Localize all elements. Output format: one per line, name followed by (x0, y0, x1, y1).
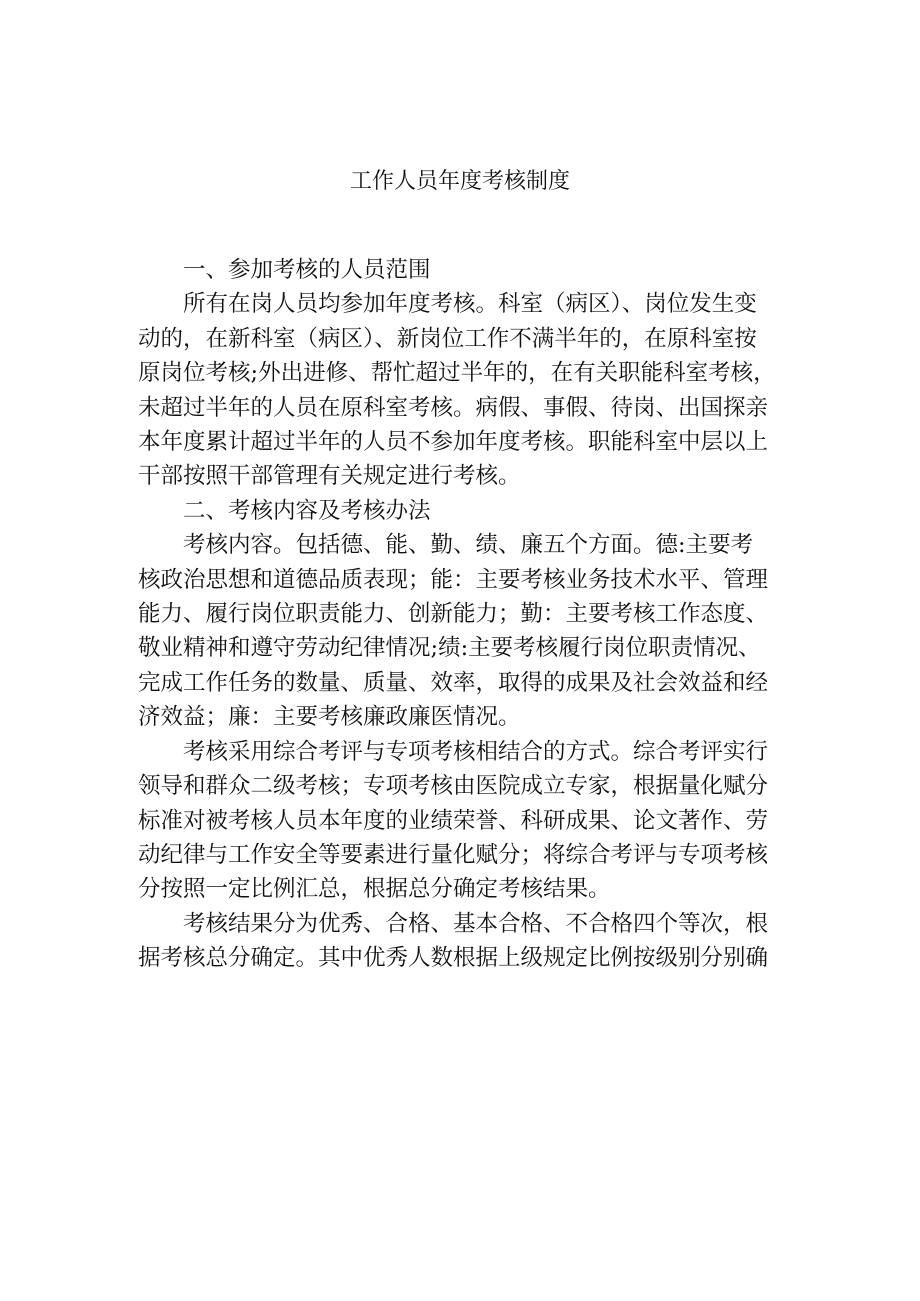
text-line: 据考核总分确定。其中优秀人数根据上级规定比例按级别分别确 (138, 945, 769, 972)
text-line: 能力、履行岗位职责能力、创新能力；勤：主要考核工作态度、 (138, 601, 769, 628)
section-heading-1 (138, 253, 790, 287)
text-line: 本年度累计超过半年的人员不参加年度考核。职能科室中层以上 (138, 429, 769, 456)
text-line: 领导和群众二级考核；专项考核由医院成立专家，根据量化赋分 (138, 773, 769, 800)
text-line: 核政治思想和道德品质表现；能：主要考核业务技术水平、管理 (138, 566, 769, 593)
text-line: 敬业精神和遵守劳动纪律情况;绩:主要考核履行岗位职责情况、 (138, 635, 761, 662)
text-line: 动纪律与工作安全等要素进行量化赋分；将综合考评与专项考核 (138, 841, 769, 868)
text-line: 所有在岗人员均参加年度考核。科室（病区）、岗位发生变 (183, 291, 757, 318)
paragraph-method (138, 735, 790, 907)
document-body (138, 253, 790, 976)
text-line: 干部按照干部管理有关规定进行考核。 (138, 463, 521, 490)
paragraph-scope (138, 287, 790, 493)
text-line: 济效益；廉：主要考核廉政廉医情况。 (138, 704, 521, 731)
text-line: 完成工作任务的数量、质量、效率，取得的成果及社会效益和经 (138, 669, 769, 696)
text-line: 原岗位考核;外出进修、帮忙超过半年的，在有关职能科室考核， (138, 360, 776, 387)
text-line: 二、考核内容及考核办法 (183, 497, 431, 524)
text-line: 标准对被考核人员本年度的业绩荣誉、科研成果、论文著作、劳 (138, 807, 769, 834)
paragraph-content (138, 528, 790, 734)
text-line: 考核内容。包括德、能、勤、绩、廉五个方面。德:主要考 (183, 532, 754, 559)
text-line: 动的，在新科室（病区）、新岗位工作不满半年的，在原科室按 (138, 325, 757, 352)
text-line: 考核采用综合考评与专项考核相结合的方式。综合考评实行 (183, 738, 769, 765)
section-heading-2 (138, 494, 790, 528)
text-line: 未超过半年的人员在原科室考核。病假、事假、待岗、出国探亲 (138, 394, 769, 421)
text-line: 一、参加考核的人员范围 (183, 257, 431, 283)
document-title: 工作人员年度考核制度 (349, 169, 570, 194)
text-line: 分按照一定比例汇总，根据总分确定考核结果。 (138, 876, 611, 903)
paragraph-results (138, 907, 790, 976)
text-line: 考核结果分为优秀、合格、基本合格、不合格四个等次，根 (183, 910, 769, 937)
